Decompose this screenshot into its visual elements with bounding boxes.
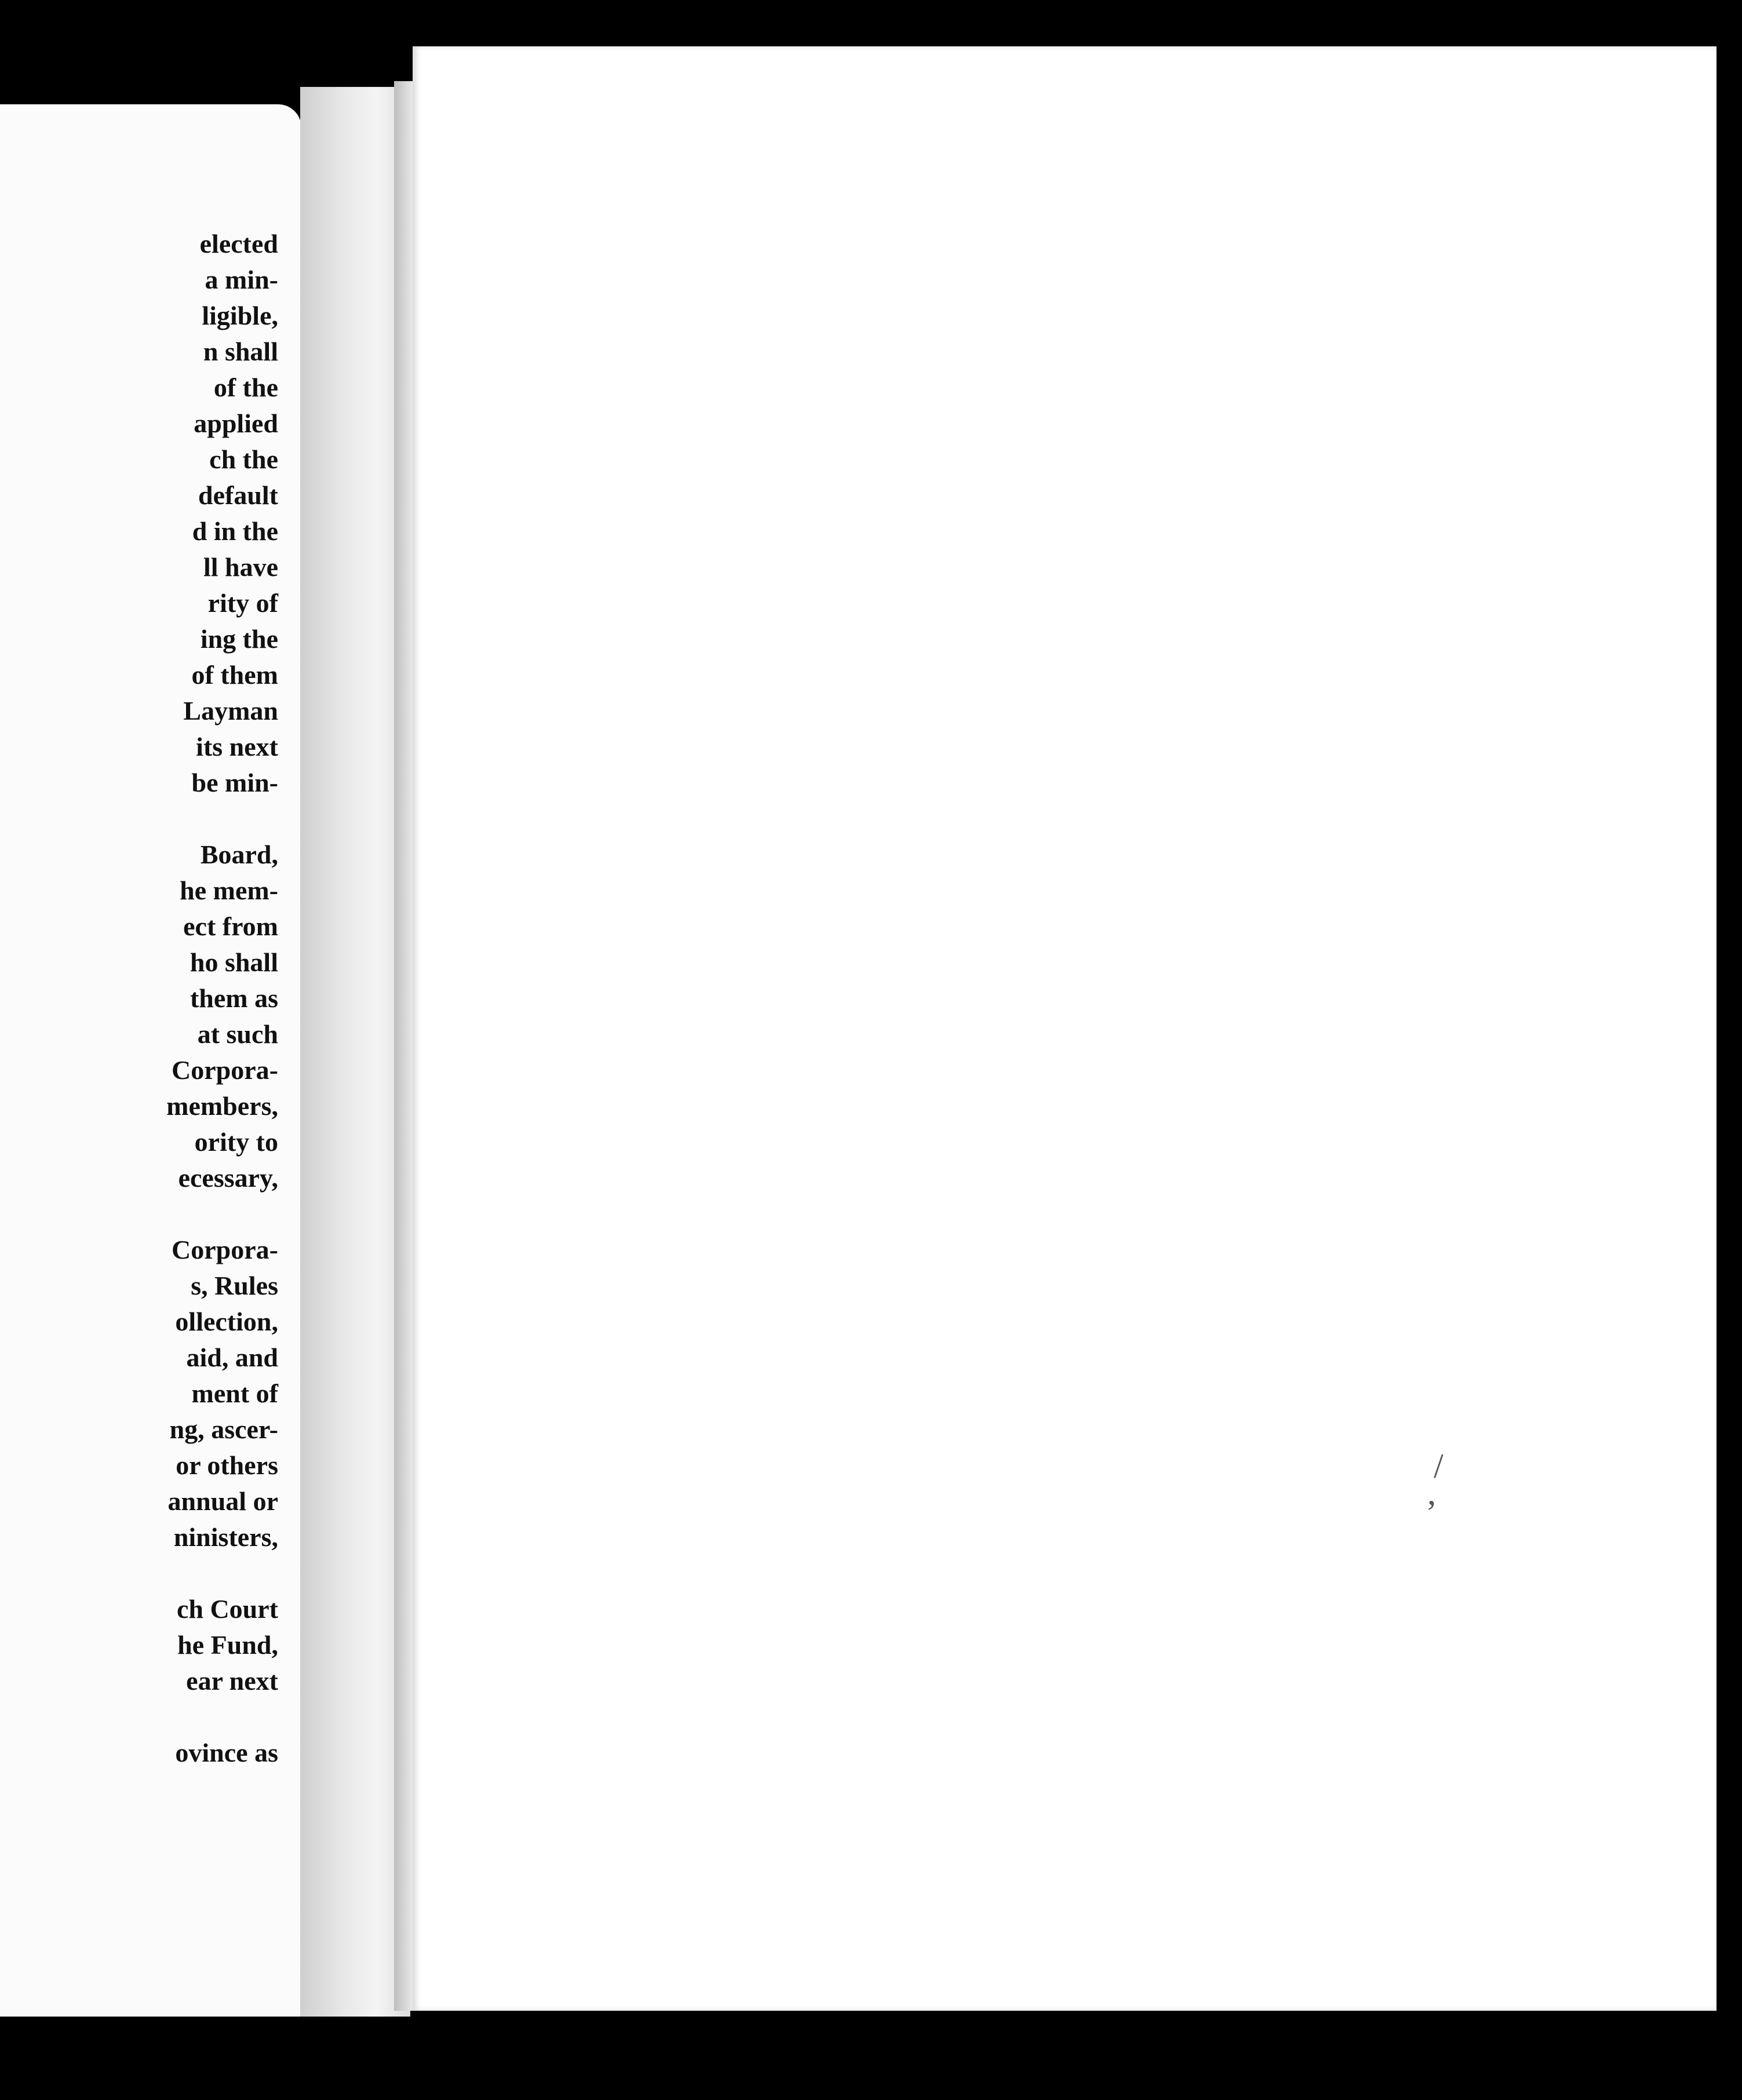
text-line: ninisters, (173, 1522, 278, 1552)
text-line: of the (213, 373, 278, 402)
text-line: ch the (209, 444, 278, 474)
left-page (0, 104, 301, 2017)
text-line: ecessary, (178, 1163, 278, 1193)
text-line: n shall (203, 337, 278, 366)
text-line: them as (189, 983, 278, 1013)
paragraph-gap (0, 1196, 301, 1232)
text-line: members, (166, 1091, 278, 1121)
text-line: elected (199, 229, 278, 258)
text-line: annual or (167, 1486, 278, 1516)
text-line: Board, (200, 840, 278, 869)
text-line: Corpora- (172, 1055, 278, 1085)
paragraph-gap (0, 801, 301, 837)
text-line: aid, and (186, 1343, 278, 1372)
text-line: ect from (183, 912, 278, 941)
text-line: a min- (205, 265, 278, 294)
text-line: Corpora- (172, 1235, 278, 1264)
text-line: s, Rules (191, 1271, 278, 1300)
text-line: applied (194, 409, 278, 438)
text-line: at such (197, 1019, 278, 1049)
text-line: of them (191, 660, 278, 690)
left-page-text-column (0, 226, 301, 1771)
text-line: he Fund, (177, 1630, 278, 1660)
stray-mark: / (1434, 1447, 1444, 1485)
text-line: ligible, (202, 301, 278, 330)
text-line: ing the (200, 624, 278, 654)
text-line: ll have (203, 552, 278, 582)
text-line: ority to (194, 1127, 278, 1157)
text-line: he mem- (180, 876, 278, 905)
text-line: ear next (186, 1666, 278, 1696)
text-line: ng, ascer- (169, 1414, 278, 1444)
text-line: Layman (183, 696, 278, 725)
blank-right-page (413, 46, 1717, 2011)
text-line: its next (196, 732, 278, 761)
paragraph-gap (0, 1555, 301, 1591)
text-line: be min- (191, 768, 278, 797)
text-line: ment of (191, 1379, 278, 1408)
gutter-shadow (394, 81, 415, 2011)
text-line: rity of (207, 588, 278, 618)
text-line: ho shall (189, 947, 278, 977)
stray-mark: ’ (1426, 1493, 1437, 1532)
text-line: or others (176, 1450, 278, 1480)
text-line: ch Court (176, 1594, 278, 1624)
text-line: d in the (192, 516, 278, 546)
text-line: default (198, 480, 278, 510)
text-line: ollection, (175, 1307, 278, 1336)
paragraph-gap (0, 1699, 301, 1735)
text-line: ovince as (175, 1738, 278, 1767)
